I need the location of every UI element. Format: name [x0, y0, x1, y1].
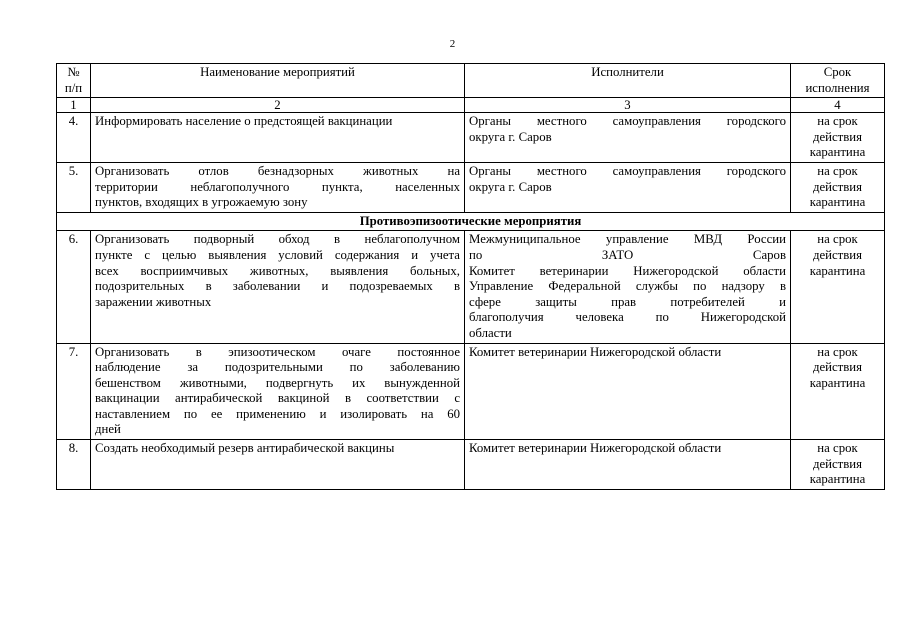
cell-line: на срок: [817, 232, 858, 247]
cell-line: пункте с целью выявления условий содержания и учета: [95, 247, 460, 262]
cell-line: действия: [812, 360, 863, 375]
cell-line: вакцинации антирабической вакциной в соответствии с: [95, 391, 460, 406]
section-row: [57, 212, 885, 231]
cell-line: Комитет ветеринарии Нижегородской области: [469, 263, 786, 278]
executors: [465, 113, 791, 163]
cell-line: карантина: [809, 263, 866, 278]
term: [791, 113, 885, 163]
cell-line: Информировать население о предстоящей вакцинации: [95, 114, 393, 129]
measure-name: [91, 162, 465, 212]
header-name-cell: Наименование мероприятий: [91, 64, 465, 98]
header-term-line1: Срок: [823, 65, 852, 79]
term: [791, 440, 885, 490]
table-row: [57, 162, 885, 212]
cell-line: на срок: [817, 114, 858, 129]
cell-line: бешенством животными, подвергнуть их вынужденной: [95, 375, 460, 390]
header-executors-cell: Исполнители: [465, 64, 791, 98]
cell-line: Межмуниципальное управление МВД России: [469, 232, 786, 247]
cell-line: действия: [812, 247, 863, 262]
header-num-line1: №: [67, 65, 80, 79]
cell-line: Организовать отлов безнадзорных животных на: [95, 163, 460, 178]
table-header-row: [57, 64, 885, 98]
page-number: 2: [449, 38, 456, 50]
executors: [465, 162, 791, 212]
cell-line: округа г. Саров: [469, 179, 552, 194]
cell-line: благополучия человека по Нижегородской: [469, 310, 786, 325]
measure-name: [91, 343, 465, 440]
cell-line: Управление Федеральной службы по надзору в: [469, 279, 786, 294]
cell-line: действия: [812, 179, 863, 194]
cell-line: действия: [812, 456, 863, 471]
cell-line: округа г. Саров: [469, 129, 552, 144]
term: [791, 162, 885, 212]
cell-line: карантина: [809, 375, 866, 390]
cell-line: на срок: [817, 163, 858, 178]
cell-line: Комитет ветеринарии Нижегородской области: [469, 441, 722, 456]
measure-name: [91, 440, 465, 490]
table-row: [57, 343, 885, 440]
row-number: 5.: [57, 162, 91, 212]
cell-line: заражении животных: [95, 294, 212, 309]
term: [791, 343, 885, 440]
table-row: [57, 231, 885, 343]
column-index-cell: 1: [57, 98, 91, 113]
executors: [465, 343, 791, 440]
table-row: [57, 113, 885, 163]
measure-name: [91, 231, 465, 343]
cell-line: Комитет ветеринарии Нижегородской области: [469, 344, 722, 359]
measures-table: [56, 63, 885, 490]
header-num-line2: п/п: [64, 80, 83, 95]
column-index-cell: 2: [91, 98, 465, 113]
cell-line: пунктов, входящих в угрожаемую зону: [95, 195, 308, 210]
cell-line: Создать необходимый резерв антирабической вакцины: [95, 441, 395, 456]
measure-name: [91, 113, 465, 163]
row-number: 7.: [57, 343, 91, 440]
header-term-line2: исполнения: [805, 80, 870, 95]
cell-line: действия: [812, 129, 863, 144]
cell-line: Организовать подворный обход в неблагополучном: [95, 232, 460, 247]
executors: [465, 231, 791, 343]
column-index-row: [57, 98, 885, 113]
cell-line: всех восприимчивых животных, выявления больных,: [95, 263, 460, 278]
cell-line: наставлением по ее применению и изолировать на 60: [95, 406, 460, 421]
section-title: Противоэпизоотические мероприятия: [57, 212, 885, 231]
header-num-cell: [57, 64, 91, 98]
cell-line: подозрительных в заболевании и подозреваемых в: [95, 279, 460, 294]
cell-line: на срок: [817, 441, 858, 456]
cell-line: территории неблагополучного пункта, населенных: [95, 179, 460, 194]
column-index-cell: 3: [465, 98, 791, 113]
cell-line: Органы местного самоуправления городского: [469, 163, 786, 178]
cell-line: Органы местного самоуправления городского: [469, 114, 786, 129]
cell-line: области: [469, 325, 512, 340]
cell-line: на срок: [817, 344, 858, 359]
header-term-cell: [791, 64, 885, 98]
column-index-cell: 4: [791, 98, 885, 113]
term: [791, 231, 885, 343]
cell-line: дней: [95, 422, 121, 437]
cell-line: карантина: [809, 145, 866, 160]
row-number: 8.: [57, 440, 91, 490]
cell-line: карантина: [809, 195, 866, 210]
cell-line: сфере защиты прав потребителей и: [469, 294, 786, 309]
executors: [465, 440, 791, 490]
row-number: 4.: [57, 113, 91, 163]
cell-line: по ЗАТО Саров: [469, 247, 786, 262]
cell-line: Организовать в эпизоотическом очаге постоянное: [95, 344, 460, 359]
row-number: 6.: [57, 231, 91, 343]
table-row: [57, 440, 885, 490]
cell-line: карантина: [809, 472, 866, 487]
cell-line: наблюдение за подозрительными по заболеванию: [95, 360, 460, 375]
